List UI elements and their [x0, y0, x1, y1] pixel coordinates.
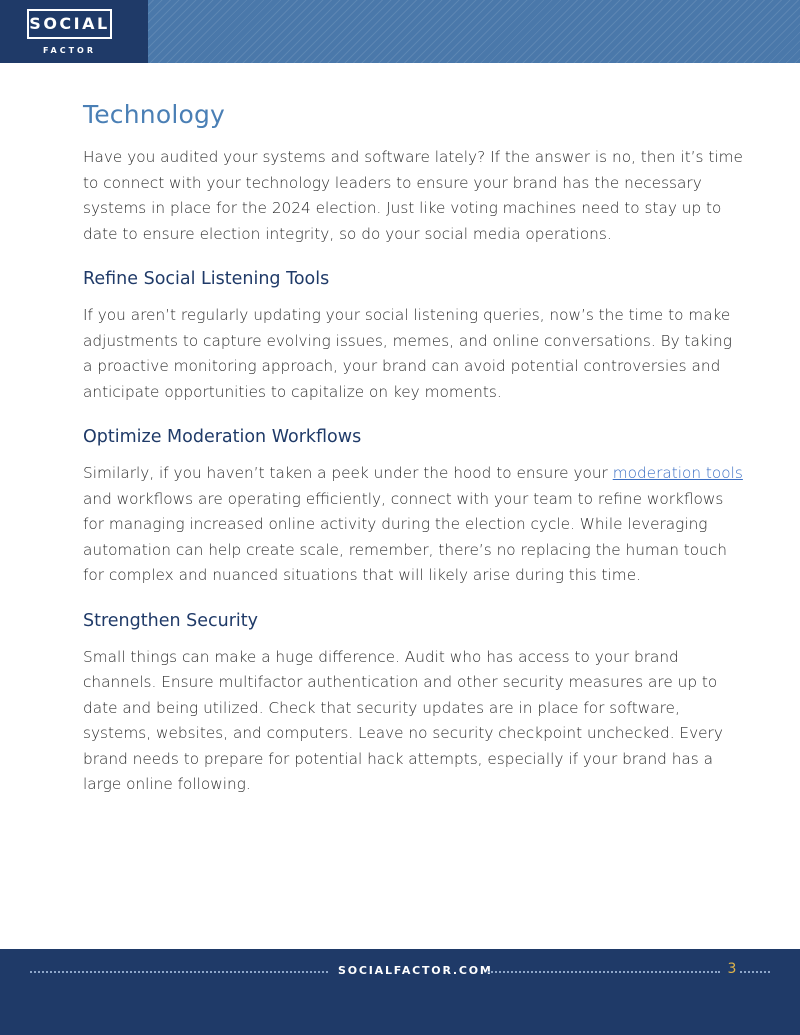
moderation-paragraph — [83, 461, 743, 589]
subsection-heading-listening: Refine Social Listening Tools — [83, 269, 330, 289]
security-paragraph: Small things can make a huge difference. Audit who has access to your brand channels. Ensure multifactor authentication and other security measures are up to date and being utilized. Check that security updates are in place for software, systems, websites, and computers. Leave no security checkpoint unchecked. Every brand needs to prepare for potential hack attempts, especially if your brand has a large online following. — [83, 647, 723, 793]
logo[interactable] — [0, 0, 148, 63]
footer-divider-right — [488, 971, 720, 975]
section-title: Technology — [83, 100, 226, 129]
footer-website-link[interactable]: SOCIALFACTOR.COM — [338, 964, 493, 977]
footer-divider-left — [30, 971, 328, 975]
moderation-text-before: Similarly, if you haven’t taken a peek under the hood to ensure your — [83, 464, 613, 482]
listening-paragraph: If you aren’t regularly updating your social listening queries, now’s the time to make adjustments to capture evolving issues, memes, and online conversations. By taking a proactive monitoring approach, your brand can avoid potential controversies and anticipate opportunities to capitalize on key moments. — [83, 306, 732, 401]
logo-wordmark-social: SOCIAL — [27, 9, 112, 39]
subsection-heading-moderation: Optimize Moderation Workflows — [83, 427, 362, 447]
page-number: 3 — [727, 961, 737, 977]
header-banner — [0, 0, 800, 63]
footer-bar — [0, 949, 800, 1035]
logo-wordmark-factor: FACTOR — [42, 46, 97, 55]
intro-paragraph: Have you audited your systems and software lately? If the answer is no, then it’s time to connect with your technology leaders to ensure your brand has the necessary systems in place for the 2024 election. Just like voting machines need to stay up to date to ensure election integrity, so do your social media operations. — [83, 148, 743, 243]
document-body — [83, 100, 743, 808]
subsection-heading-security: Strengthen Security — [83, 610, 258, 631]
footer-divider-end — [740, 971, 770, 975]
moderation-text-after: and workflows are operating efficiently, connect with your team to refine workflows for managing increased online activity during the election cycle. While leveraging automation can help create scale, remember, there’s no replacing the human touch for complex and nuanced situations that will likely arise during this time. — [83, 489, 727, 584]
moderation-tools-link[interactable]: moderation tools — [612, 464, 743, 482]
